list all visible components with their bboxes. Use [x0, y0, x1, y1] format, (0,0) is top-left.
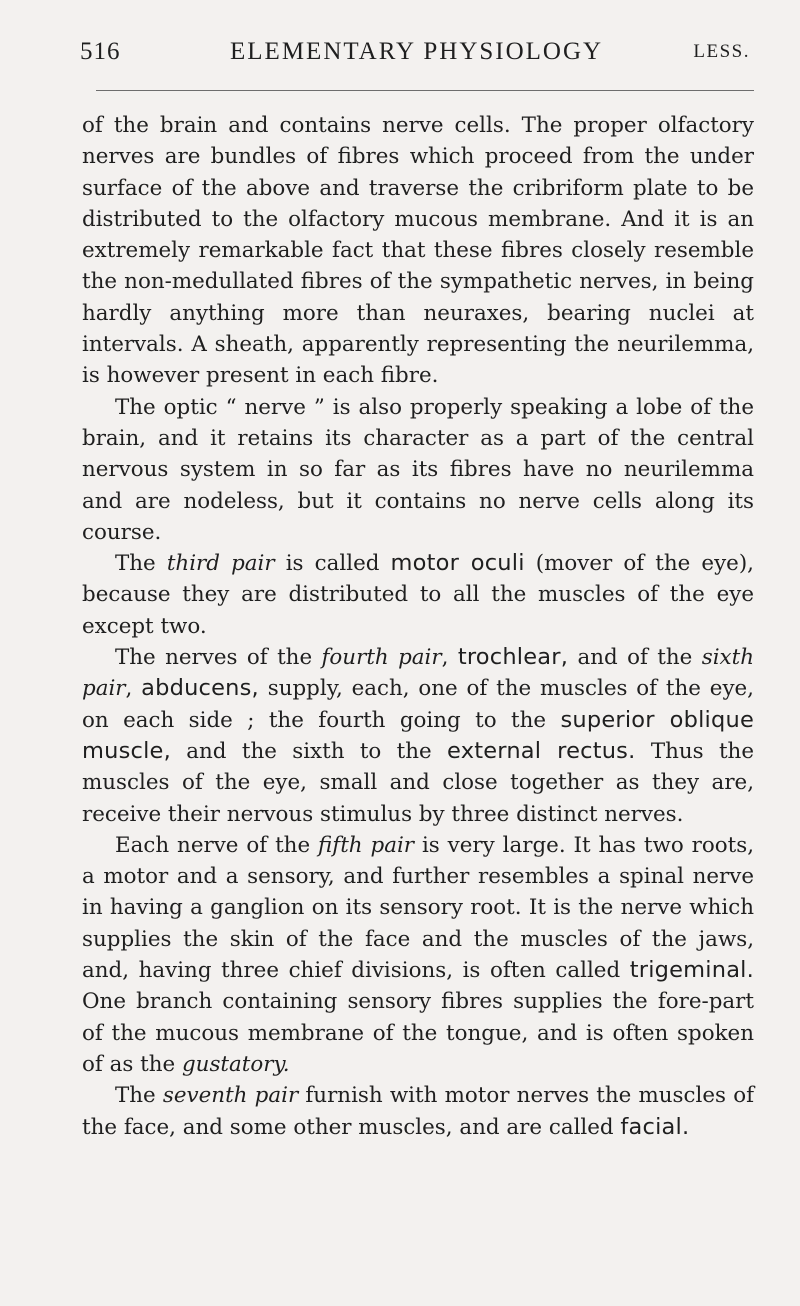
- running-title: ELEMENTARY PHYSIOLOGY: [230, 38, 604, 65]
- paragraph: [82, 392, 754, 548]
- page-header: [80, 38, 750, 78]
- text-run: The nerves of the: [115, 645, 322, 671]
- text-run: Thus the muscles of the eye, small and close together as they are, receive their nervous stimulus by three distinct nerves.: [82, 738, 754, 827]
- text-run: of the brain and contains nerve cells. The proper olfactory nerves are bundles of fibres which proceed from the under surface of the above and traverse the cribriform plate to be distributed to the olfactory mucous membrane. And it is an extremely remarkable fact that these fibres closely resemble the non-medullated fibres of the sympathetic nerves, in being hardly anything more than neuraxes, bearing nuclei at intervals. A sheath, apparently representing the neurilemma, is however present in each fibre.: [82, 113, 754, 389]
- italic-phrase: fifth pair: [318, 832, 415, 858]
- italic-phrase: seventh pair: [162, 1083, 299, 1109]
- nerve-term: superior oblique muscle,: [82, 706, 754, 764]
- paragraph: [82, 1080, 754, 1143]
- italic-phrase: third pair: [166, 551, 275, 577]
- nerve-term: abducens,: [141, 675, 259, 702]
- paragraph: [82, 548, 754, 642]
- nerve-term: facial.: [620, 1113, 690, 1140]
- text-run: supply, each, one of the muscles of the eye, on each side ; the fourth going to the: [82, 676, 754, 733]
- nerve-term: trigeminal.: [629, 957, 754, 984]
- italic-phrase: sixth pair: [82, 645, 754, 702]
- body-text: [82, 110, 754, 1143]
- text-run: The: [115, 1083, 163, 1109]
- italic-phrase: fourth pair: [321, 645, 442, 671]
- lesson-label: LESS.: [693, 41, 750, 62]
- text-run: is very large. It has two roots, a motor and a sensory, and further resembles a spinal nerve in having a ganglion on its sensory root. It is the nerve which supplies the skin of the face and the muscles of the jaws, and, having three chief divisions, is often called: [82, 832, 754, 984]
- text-run: Each nerve of the: [115, 832, 319, 858]
- paragraph: [82, 830, 754, 1080]
- paragraph: [82, 110, 754, 392]
- nerve-term: motor oculi: [390, 550, 525, 577]
- nerve-term: external rectus.: [447, 737, 636, 764]
- text-run: is called: [274, 551, 391, 577]
- text-run: The: [115, 551, 167, 577]
- header-rule: [96, 90, 754, 91]
- text-run: The optic “ nerve ” is also properly speaking a lobe of the brain, and it retains its character as a part of the central nervous system in so far as its fibres have no neurilemma and are nodeless, but it contains no nerve cells along its course.: [82, 394, 754, 545]
- nerve-term: trochlear,: [457, 644, 569, 671]
- text-run: One branch containing sensory fibres supplies the fore-part of the mucous membrane of the tongue, and is often spoken of as the: [82, 989, 754, 1077]
- page-number: 516: [80, 38, 121, 65]
- text-run: ,: [441, 645, 458, 671]
- text-run: and the sixth to the: [170, 738, 448, 764]
- text-run: (mover of the eye), because they are distributed to all the muscles of the eye except two.: [82, 551, 754, 639]
- paragraph: [82, 642, 754, 830]
- italic-phrase: gustatory.: [181, 1051, 290, 1077]
- text-run: furnish with motor nerves the muscles of the face, and some other muscles, and are called: [82, 1083, 754, 1140]
- text-run: and of the: [568, 645, 702, 671]
- text-run: ,: [125, 676, 142, 702]
